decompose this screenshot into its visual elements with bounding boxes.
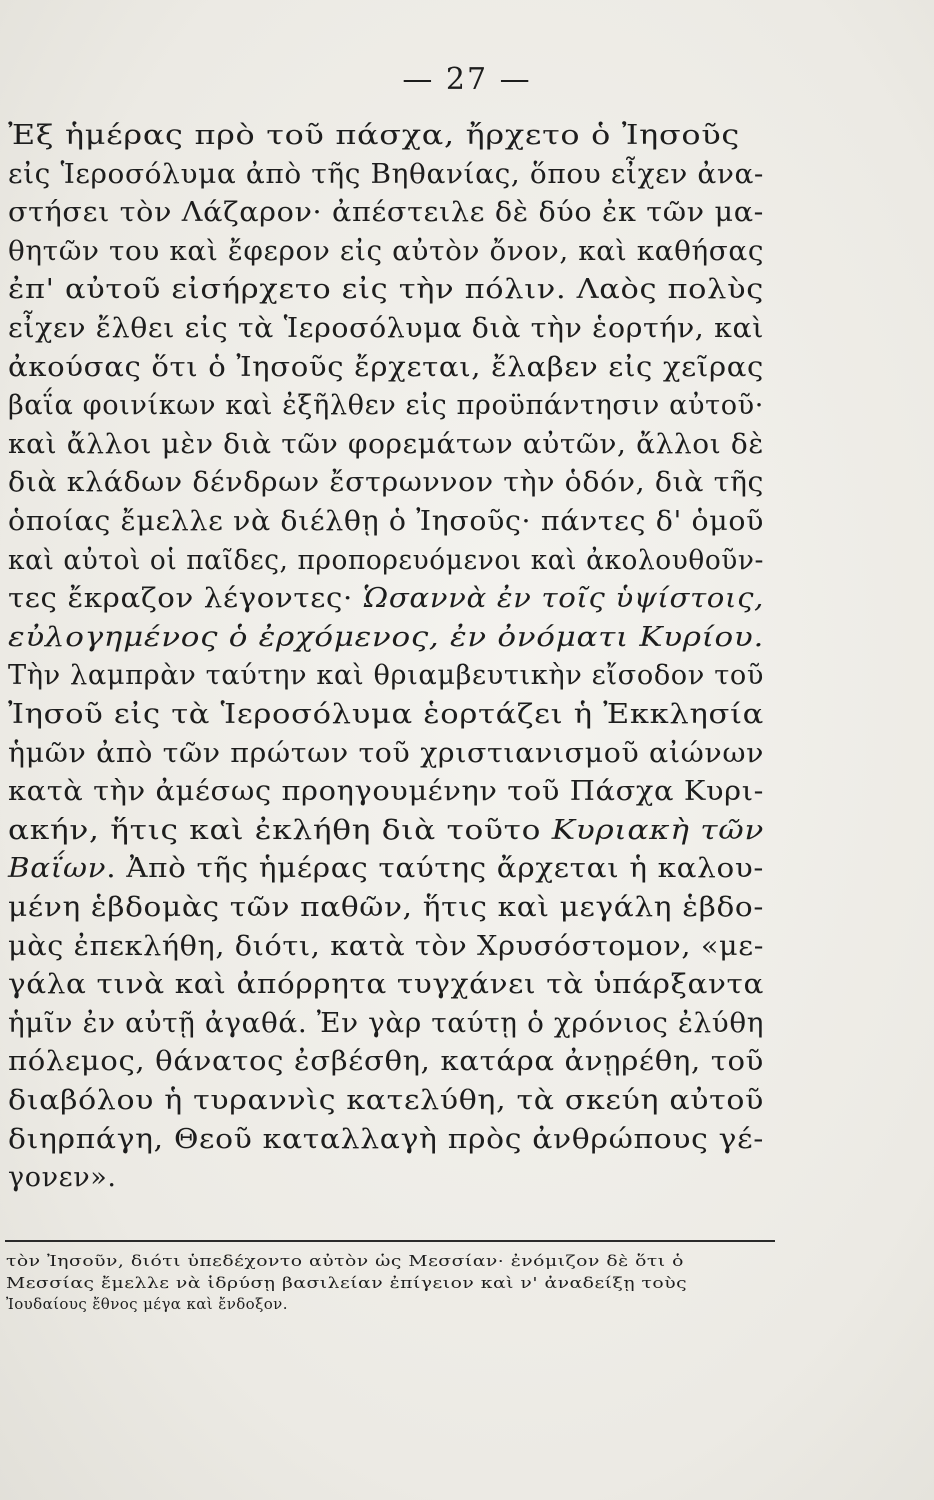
text-run: ακήν, ἥτις καὶ ἐκλήθη διὰ τοῦτο [8, 814, 552, 846]
text-run: διηρπάγη, Θεοῦ καταλλαγὴ πρὸς ἀνθρώπους γέ- [8, 1123, 764, 1155]
text-line [8, 234, 764, 270]
text-line [8, 427, 764, 463]
text-run: θητῶν του καὶ ἔφερον εἰς αὐτὸν ὄνον, καὶ καθήσας [8, 235, 765, 267]
text-line [8, 272, 764, 308]
text-line [8, 851, 764, 887]
text-run: ἡμῖν ἐν αὐτῇ ἀγαθά. Ἐν γὰρ ταύτῃ ὁ χρόνιος ἐλύθη [8, 1007, 765, 1039]
italic-run: εὐλογημένος ὁ ἐρχόμενος, ἐν ὀνόματι Κυρίου. [8, 621, 765, 653]
text-run: γονεν». [8, 1162, 117, 1194]
text-run: εἰς Ἱεροσόλυμα ἀπὸ τῆς Βηθανίας, ὅπου εἶχεν ἀνα- [8, 158, 765, 190]
text-run: εἶχεν ἔλθει εἰς τὰ Ἱεροσόλυμα διὰ τὴν ἑορτήν, καὶ [8, 313, 764, 344]
text-run: . Ἀπὸ τῆς ἡμέρας ταύτης ἄρχεται ἡ καλου- [106, 853, 765, 885]
footnote-divider [5, 1240, 775, 1242]
text-run: Τὴν λαμπρὰν ταύτην καὶ θριαμβευτικὴν εἴσοδον τοῦ [8, 660, 764, 692]
italic-run: Βαΐων [8, 853, 107, 885]
text-line [8, 813, 764, 849]
italic-run: Κυριακὴ τῶν [551, 814, 765, 846]
text-line [8, 1083, 764, 1119]
text-run: καὶ ἄλλοι μὲν διὰ τῶν φορεμάτων αὐτῶν, ἄλλοι δὲ [8, 428, 764, 460]
text-line [8, 929, 764, 965]
text-run: στήσει τὸν Λάζαρον· ἀπέστειλε δὲ δύο ἐκ τῶν μα- [8, 197, 764, 229]
text-line [8, 350, 764, 386]
text-line [8, 465, 764, 501]
text-line [8, 658, 764, 694]
page-number: — 27 — [402, 62, 532, 97]
text-line [8, 504, 764, 540]
text-run: ἀκούσας ὅτι ὁ Ἰησοῦς ἔρχεται, ἔλαβεν εἰς χεῖρας [8, 351, 764, 383]
text-line [8, 195, 764, 231]
footnote-line: Ἰουδαίους ἔθνος μέγα καὶ ἔνδοξον. [6, 1295, 288, 1313]
text-run: μὰς ἐπεκλήθη, διότι, κατὰ τὸν Χρυσόστομον, «με- [8, 930, 765, 962]
text-line [8, 1160, 117, 1196]
footnote-line: τὸν Ἰησοῦν, διότι ὑπεδέχοντο αὐτὸν ὡς Μεσσίαν· ἐνόμιζον δὲ ὅτι ὁ [6, 1252, 684, 1270]
text-line [8, 620, 764, 656]
text-line [8, 157, 764, 193]
text-line [8, 1122, 764, 1158]
text-run: διαβόλου ἡ τυραννὶς κατελύθη, τὰ σκεύη αὐτοῦ [8, 1085, 765, 1116]
italic-run: Ὡσαννὰ ἐν τοῖς ὑψίστοις, [362, 583, 765, 615]
text-line [8, 118, 740, 154]
text-run: τες ἔκραζον λέγοντες· [8, 583, 363, 615]
text-line [8, 1044, 764, 1080]
text-line [8, 543, 764, 579]
text-run: μένη ἑβδομὰς τῶν παθῶν, ἥτις καὶ μεγάλη ἑβδο- [8, 892, 764, 923]
text-line [8, 774, 764, 810]
text-line [8, 736, 764, 772]
text-line [8, 1006, 764, 1042]
text-line [8, 697, 764, 733]
text-line [8, 388, 764, 424]
text-line [8, 581, 764, 617]
text-run: Ἰησοῦ εἰς τὰ Ἱεροσόλυμα ἑορτάζει ἡ Ἐκκλησία [8, 699, 764, 730]
text-line [8, 967, 764, 1003]
text-run: πόλεμος, θάνατος ἐσβέσθη, κατάρα ἀνῃρέθη, τοῦ [8, 1046, 765, 1078]
text-run: βαΐα φοινίκων καὶ ἐξῆλθεν εἰς προϋπάντησιν αὐτοῦ· [8, 390, 764, 422]
text-line [8, 311, 764, 347]
text-run: διὰ κλάδων δένδρων ἔστρωννον τὴν ὁδόν, διὰ τῆς [8, 467, 765, 499]
text-run: ὁποίας ἔμελλε νὰ διέλθῃ ὁ Ἰησοῦς· πάντες δ' ὁμοῦ [8, 506, 764, 537]
footnote-line: Μεσσίας ἔμελλε νὰ ἱδρύσῃ βασιλείαν ἐπίγειον καὶ ν' ἀναδείξῃ τοὺς [6, 1273, 688, 1292]
text-run: ἡμῶν ἀπὸ τῶν πρώτων τοῦ χριστιανισμοῦ αἰώνων [8, 737, 765, 769]
text-line [8, 890, 764, 926]
text-run: γάλα τινὰ καὶ ἀπόρρητα τυγχάνει τὰ ὑπάρξαντα [8, 969, 764, 1001]
text-run: κατὰ τὴν ἀμέσως προηγουμένην τοῦ Πάσχα Κυρι- [8, 776, 765, 808]
text-run: Ἐξ ἡμέρας πρὸ τοῦ πάσχα, ἤρχετο ὁ Ἰησοῦς [8, 120, 740, 151]
text-run: καὶ αὐτοὶ οἱ παῖδες, προπορευόμενοι καὶ ἀκολουθοῦν- [8, 544, 765, 576]
text-run: ἐπ' αὐτοῦ εἰσήρχετο εἰς τὴν πόλιν. Λαὸς πολὺς [8, 274, 764, 306]
